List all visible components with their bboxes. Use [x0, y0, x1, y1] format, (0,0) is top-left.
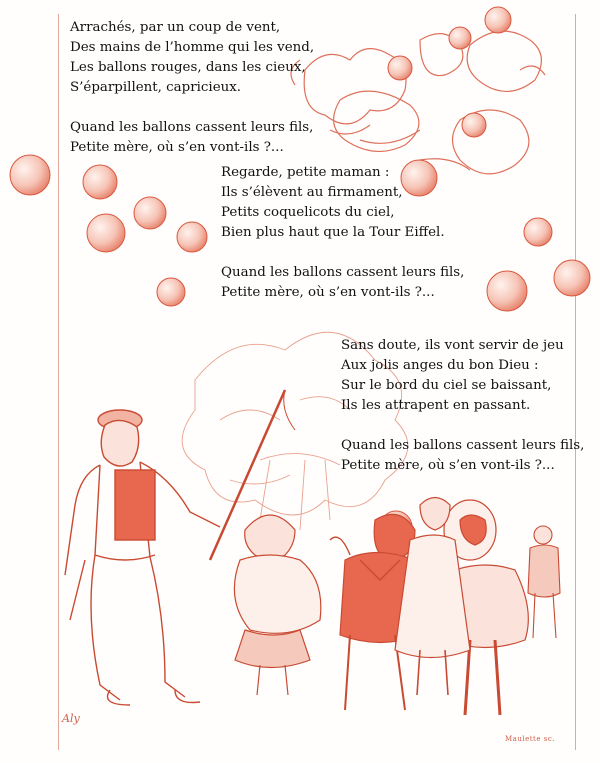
verse-line: Petits coquelicots du ciel,: [221, 205, 395, 220]
refrain-line: Petite mère, où s’en vont-ils ?...: [70, 140, 284, 155]
balloon: [388, 56, 412, 80]
verse-line: Bien plus haut que la Tour Eiffel.: [221, 225, 445, 240]
refrain-line: Quand les ballons cassent leurs fils,: [341, 438, 585, 453]
stanza-3: [341, 336, 584, 476]
refrain-line: Quand les ballons cassent leurs fils,: [70, 120, 314, 135]
verse-line: Arrachés, par un coup de vent,: [70, 20, 281, 35]
balloon: [487, 271, 527, 311]
verse-line: Regarde, petite maman :: [221, 165, 390, 180]
balloon: [157, 278, 185, 306]
stanza-2: [221, 163, 464, 303]
verse-line: Des mains de l’homme qui les vend,: [70, 40, 315, 55]
engraver-signature: Maulette sc.: [505, 735, 555, 743]
verse-line: S’éparpillent, capricieux.: [70, 80, 242, 95]
verse-line: Les ballons rouges, dans les cieux,: [70, 60, 306, 75]
balloon: [485, 7, 511, 33]
verse-line: Aux jolis anges du bon Dieu :: [341, 358, 539, 373]
balloon: [524, 218, 552, 246]
verse-line: Sans doute, ils vont servir de jeu: [341, 338, 564, 353]
balloon: [10, 155, 50, 195]
angels-sketch: [291, 31, 545, 174]
small-boy: [528, 526, 560, 638]
refrain-line: Petite mère, où s’en vont-ils ?...: [341, 458, 555, 473]
balloon: [134, 197, 166, 229]
balloon: [554, 260, 590, 296]
artist-signature: Aly: [62, 712, 80, 725]
refrain-line: Quand les ballons cassent leurs fils,: [221, 265, 465, 280]
balloon: [87, 214, 125, 252]
girl-with-bonnet: [234, 515, 320, 695]
verse-line: Ils s’élèvent au firmament,: [221, 185, 403, 200]
stanza-1: [70, 18, 314, 158]
balloon: [462, 113, 486, 137]
balloon: [83, 165, 117, 199]
balloon: [449, 27, 471, 49]
balloon: [177, 222, 207, 252]
verse-line: Sur le bord du ciel se baissant,: [341, 378, 552, 393]
refrain-line: Petite mère, où s’en vont-ils ?...: [221, 285, 435, 300]
verse-line: Ils les attrapent en passant.: [341, 398, 531, 413]
